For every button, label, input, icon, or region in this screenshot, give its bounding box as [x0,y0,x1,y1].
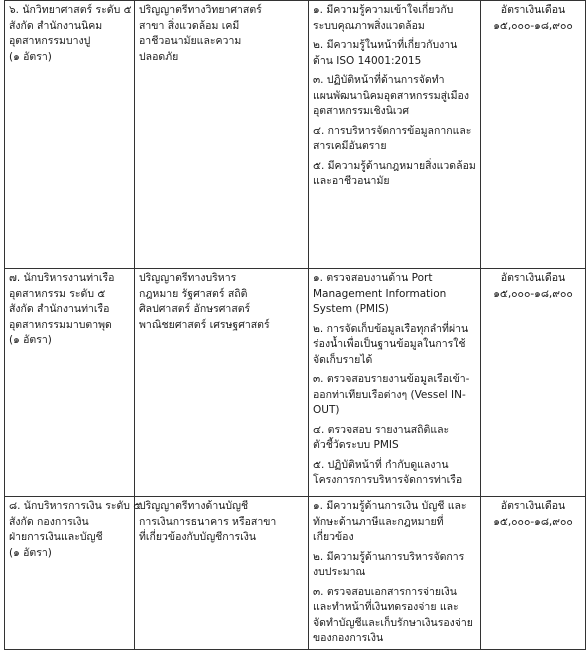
duty-line: อุตสาหกรรมเชิงนิเวศ [313,105,410,117]
qualification-line: ศิลปศาสตร์ อักษรศาสตร์ [139,303,251,315]
position-line: ๘. นักบริหารการเงิน ระดับ ๕ [9,500,142,512]
duties-cell [309,1,481,269]
duty-line: ๒. มีความรู้ด้านการบริหารจัดการ [313,550,465,563]
qualification-line: ปริญญาตรีทางวิทยาศาสตร์ [139,4,262,16]
duty-line: ทักษะด้านภาษีและกฎหมายที่ [313,515,444,528]
qualification-line: การเงินการธนาคาร หรือสาขา [139,515,277,528]
position-line: (๑ อัตรา) [9,334,52,346]
duty-line: ออกท่าเทียบเรือต่างๆ (Vessel IN- [313,388,466,401]
position-line: อุตสาหกรรมบางปู [9,35,91,47]
position-line: (๑ อัตรา) [9,546,52,559]
position-line: อุตสาหกรรมมาบตาพุด [9,318,112,331]
qualification-line: กฎหมาย รัฐศาสตร์ สถิติ [139,287,248,300]
duty-line: ๓. ตรวจสอบเอกสารการจ่ายเงิน [313,585,457,598]
duty-line: สารเคมีอันตราย [313,140,387,152]
salary-line: ๑๕,๐๐๐-๑๘,๙๐๐ [493,19,573,32]
position-line: อุตสาหกรรม ระดับ ๕ [9,287,106,300]
duty-line: จัดทำบัญชีและเก็บรักษาเงินรองจ่าย [313,616,473,629]
salary-cell [481,1,586,269]
duty-line: ๕. ปฏิบัติหน้าที่ กำกับดูแลงาน [313,458,449,471]
qualification-line: อาชีวอนามัยและความ [139,35,242,47]
duties-cell [309,497,481,650]
duty-line: ด้าน ISO 14001:2015 [313,54,422,67]
duty-line: และทำหน้าที่เงินทดรองจ่าย และ [313,601,459,613]
duty-line: ๑. มีความรู้ความเข้าใจเกี่ยวกับ [313,4,454,16]
qualification-line: ปลอดภัย [139,50,179,63]
duty-line: แผนพัฒนานิคมอุตสาหกรรมสู่เมือง [313,89,469,102]
table-row [5,497,586,650]
duty-line: ๕. มีความรู้ด้านกฎหมายสิ่งแวดล้อม [313,159,476,172]
position-line: ๖. นักวิทยาศาสตร์ ระดับ ๕ [9,4,132,16]
duties-cell [309,269,481,497]
position-cell [5,497,142,650]
salary-line: ๑๕,๐๐๐-๑๘,๙๐๐ [493,287,573,300]
duty-line: ของกองการเงิน [313,632,384,644]
duty-line: ๒. การจัดเก็บข้อมูลเรือทุกลำที่ผ่าน [313,322,469,335]
table-row [5,269,586,497]
duty-line: ระบบคุณภาพสิ่งแวดล้อม [313,19,425,32]
salary-line: อัตราเงินเดือน [500,272,566,284]
salary-line: ๑๕,๐๐๐-๑๘,๙๐๐ [493,515,573,528]
duty-line: โครงการการบริหารจัดการท่าเรือ [313,474,463,486]
job-positions-body [5,1,586,650]
duty-line: System (PMIS) [313,303,389,315]
qualification-line: ที่เกี่ยวข้องกับบัญชีการเงิน [139,531,257,543]
duty-line: ตัวชี้วัดระบบ PMIS [313,439,399,451]
duty-line: ร่องน้ำเพื่อเป็นฐานข้อมูลในการใช้ [313,338,466,350]
job-positions-table [4,0,586,650]
duty-line: ๔. ตรวจสอบ รายงานสถิติและ [313,423,450,436]
qualification-cell [135,269,309,497]
position-line: สังกัด กองการเงิน [9,515,89,528]
duty-line: ๓. ปฏิบัติหน้าที่ด้านการจัดทำ [313,74,445,86]
salary-cell [481,269,586,497]
duty-line: ๒. มีความรู้ในหน้าที่เกี่ยวกับงาน [313,39,458,51]
table-row [5,1,586,269]
qualification-line: ปริญญาตรีทางด้านบัญชี [139,500,249,512]
qualification-line: สาขา สิ่งแวดล้อม เคมี [139,19,240,32]
qualification-cell [135,497,309,650]
position-line: สังกัด สำนักงานท่าเรือ [9,303,110,315]
duty-line: ๑. มีความรู้ด้านการเงิน บัญชี และ [313,500,467,512]
position-cell [5,269,135,497]
duty-line: ๔. การบริหารจัดการข้อมูลกากและ [313,124,472,137]
position-cell [5,1,135,269]
position-line: ฝ่ายการเงินและบัญชี [9,531,103,543]
salary-cell [481,497,586,650]
position-line: สังกัด สำนักงานนิคม [9,19,103,32]
salary-line: อัตราเงินเดือน [500,4,566,16]
duty-line: และอาชีวอนามัย [313,175,390,187]
qualification-line: พาณิชยศาสตร์ เศรษฐศาสตร์ [139,318,270,331]
duty-line: OUT) [313,404,340,416]
position-line: (๑ อัตรา) [9,50,52,63]
position-line: ๗. นักบริหารงานท่าเรือ [9,272,115,284]
duty-line: เกี่ยวข้อง [313,531,354,543]
qualification-cell [135,1,309,269]
duty-line: ๑. ตรวจสอบงานด้าน Port [313,272,433,284]
salary-line: อัตราเงินเดือน [500,500,566,512]
duty-line: Management Information [313,287,447,300]
qualification-line: ปริญญาตรีทางบริหาร [139,272,237,284]
duty-line: จัดเก็บรายได้ [313,353,373,366]
duty-line: ๓. ตรวจสอบรายงานข้อมูลเรือเข้า- [313,373,470,385]
duty-line: งบประมาณ [313,566,366,578]
